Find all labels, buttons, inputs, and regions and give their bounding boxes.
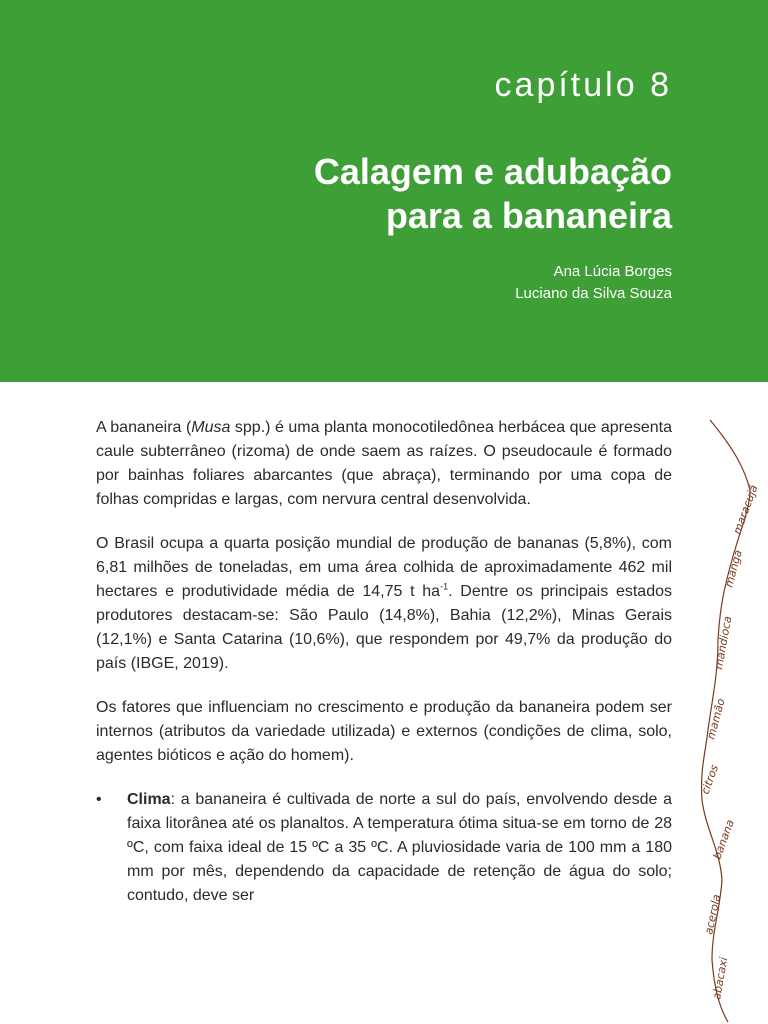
paragraph-2: [96, 532, 672, 676]
author-1: Ana Lúcia Borges: [553, 263, 672, 280]
vine-label-maracuja: maracujá: [730, 483, 761, 537]
chapter-title-line2: para a bananeira: [385, 195, 672, 236]
vine-label-banana: banana: [710, 817, 737, 862]
paragraph-1: [96, 416, 672, 512]
author-2: Luciano da Silva Souza: [515, 285, 672, 302]
vine-label-acerola: acerola: [702, 893, 724, 936]
bullet-term: Clima: [127, 791, 171, 808]
paragraph-2-text-a: O Brasil ocupa a quarta posição mundial de produção de bananas (5,8%), com 6,81 milhões de toneladas, em uma área colhida de aproximadamente 462 mil hectares e produtividade média de 14,75 t ha: [96, 535, 672, 600]
paragraph-2-text-b: . Dentre os principais estados produtores destacam-se: São Paulo (14,8%), Bahia (12,2%), Minas Gerais (12,1%) e Santa Catarina (10,6%), que respondem por 49,7% da produção do país (IBGE, 2019).: [96, 583, 672, 672]
bullet-item-clima: [96, 788, 672, 908]
paragraph-1-text-b: spp.) é uma planta monocotiledônea herbácea que apresenta caule subterrâneo (rizoma) de onde saem as raízes. O pseudocaule é formado por bainhas foliares abarcantes (que abraça), terminando por uma copa de folhas compridas e largas, com nervura central desenvolvida.: [96, 419, 672, 508]
vine-label-citros: citros: [698, 763, 722, 797]
bullet-marker: •: [96, 791, 102, 808]
authors: [515, 261, 672, 305]
fruit-vine-decoration: [690, 410, 768, 1024]
body-text: [96, 416, 672, 908]
vine-label-abacaxi: abacaxi: [710, 956, 731, 1001]
bullet-text: : a bananeira é cultivada de norte a sul do país, envolvendo desde a faixa litorânea até os planaltos. A temperatura ótima situa-se em torno de 28 ºC, com faixa ideal de 15 ºC a 35 ºC. A pluviosidade varia de 100 mm a 180 mm por mês, dependendo da capacidade de retenção de água do solo; contudo, deve ser: [127, 791, 672, 904]
chapter-title-line1: Calagem e adubação: [313, 151, 672, 192]
superscript: -1: [440, 581, 449, 592]
vine-label-mamao: mamão: [704, 697, 728, 741]
vine-label-mandioca: mandioca: [712, 615, 735, 671]
paragraph-1-text-a: A bananeira (: [96, 419, 192, 436]
species-name: Musa: [191, 419, 231, 436]
paragraph-3: Os fatores que influenciam no crescimento e produção da bananeira podem ser internos (atributos da variedade utilizada) e externos (condições de clima, solo, agentes bióticos e ação do homem).: [96, 699, 672, 764]
vine-label-manga: manga: [722, 548, 745, 589]
chapter-title: [314, 150, 672, 238]
chapter-header: [0, 0, 768, 382]
chapter-number: capítulo 8: [494, 66, 672, 104]
